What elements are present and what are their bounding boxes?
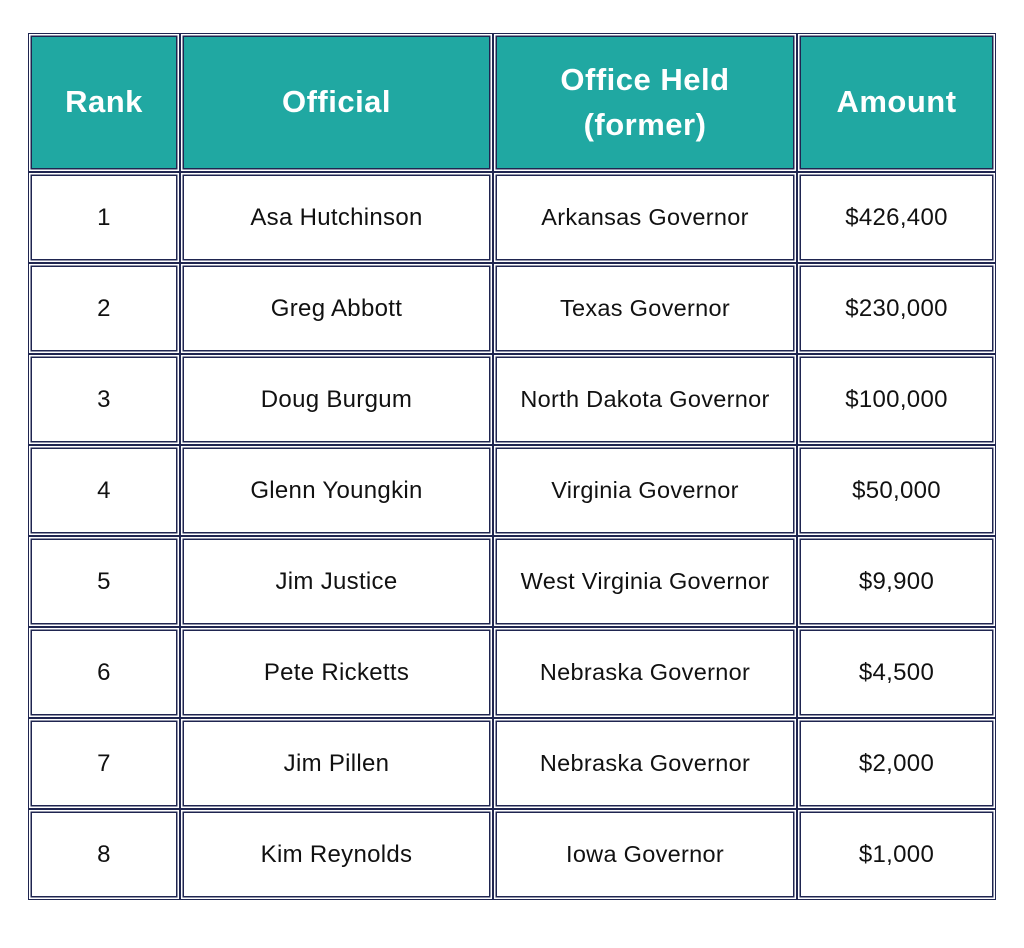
data-table-container [28,33,996,900]
cell-official: Kim Reynolds [180,809,493,900]
cell-amount: $2,000 [797,718,996,809]
column-header-office-line2: (former) [583,106,707,142]
column-header-rank: Rank [28,33,180,172]
cell-official: Jim Justice [180,536,493,627]
cell-amount: $426,400 [797,172,996,263]
cell-office: West Virginia Governor [493,536,797,627]
cell-office: Nebraska Governor [493,627,797,718]
cell-rank: 3 [28,354,180,445]
table-row [28,172,996,263]
table-row [28,263,996,354]
column-header-office [493,33,797,172]
column-header-office-line1: Office Held [560,62,730,98]
cell-rank: 2 [28,263,180,354]
cell-official: Pete Ricketts [180,627,493,718]
cell-amount: $9,900 [797,536,996,627]
cell-rank: 1 [28,172,180,263]
table-row [28,354,996,445]
cell-official: Doug Burgum [180,354,493,445]
cell-rank: 5 [28,536,180,627]
table-header-row [28,33,996,172]
cell-amount: $230,000 [797,263,996,354]
cell-office: Virginia Governor [493,445,797,536]
table-row [28,809,996,900]
cell-rank: 8 [28,809,180,900]
table-body [28,172,996,900]
table-row [28,718,996,809]
column-header-official: Official [180,33,493,172]
cell-official: Glenn Youngkin [180,445,493,536]
cell-amount: $1,000 [797,809,996,900]
table-row [28,536,996,627]
cell-amount: $4,500 [797,627,996,718]
cell-office: Iowa Governor [493,809,797,900]
cell-office: Arkansas Governor [493,172,797,263]
cell-office: North Dakota Governor [493,354,797,445]
table-row [28,627,996,718]
cell-official: Jim Pillen [180,718,493,809]
cell-rank: 4 [28,445,180,536]
cell-amount: $100,000 [797,354,996,445]
cell-rank: 7 [28,718,180,809]
cell-office: Nebraska Governor [493,718,797,809]
cell-official: Asa Hutchinson [180,172,493,263]
table-row [28,445,996,536]
cell-amount: $50,000 [797,445,996,536]
column-header-amount: Amount [797,33,996,172]
cell-office: Texas Governor [493,263,797,354]
cell-official: Greg Abbott [180,263,493,354]
cell-rank: 6 [28,627,180,718]
officials-amount-table [28,33,996,900]
